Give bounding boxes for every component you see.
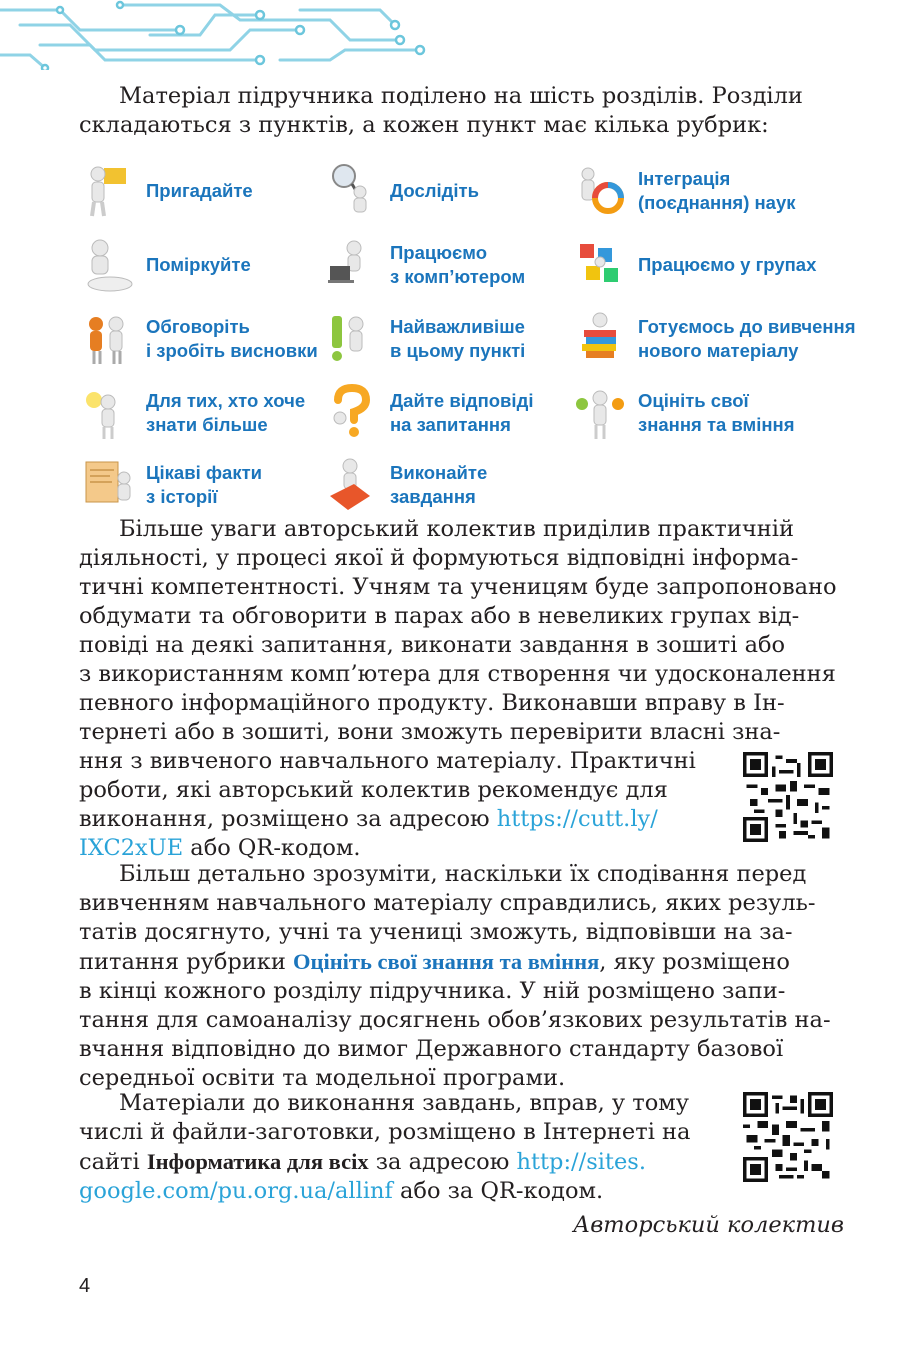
qr-code-materials[interactable]: [743, 1092, 833, 1182]
rubric-prepare: [572, 310, 856, 368]
group-puzzle-icon: [572, 236, 628, 294]
rubric-discuss: [80, 310, 318, 368]
page-number: 4: [79, 1275, 91, 1297]
question-figure-icon: [324, 384, 380, 442]
para3-pre-bold: сайті: [79, 1149, 147, 1175]
smileys-figure-icon: [572, 384, 628, 442]
intro-line-1: Матеріал підручника поділено на шість розділів. Розділи: [119, 83, 803, 109]
author-signature: Авторський колектив: [573, 1212, 844, 1238]
para2-line-bold: [79, 947, 844, 977]
rubric-label: Дослідіть: [390, 180, 479, 201]
rubrics-legend: [80, 160, 860, 515]
rubric-label: Інтеграція (поєднання) наук: [638, 168, 796, 213]
para1-line: діяльності, у процесі якої й формуються відповідні інформа-: [79, 545, 799, 571]
rubric-label: Для тих, хто хоче знати більше: [146, 390, 306, 435]
para2-line: в кінці кожного розділу підручника. У ній розміщено запи-: [79, 978, 786, 1004]
para1-tail: або QR-кодом.: [183, 835, 361, 861]
para1-line-tail: [79, 834, 707, 863]
rubric-label: Готуємось до вивчення нового матеріалу: [638, 316, 856, 361]
rubric-think: [80, 236, 251, 294]
assessment-paragraph: [79, 860, 844, 1093]
rubric-history: [80, 456, 262, 514]
rubric-label: Поміркуйте: [146, 254, 251, 275]
rubric-integration: [572, 162, 796, 220]
para1-line: виконання, розміщено за адресою: [79, 806, 497, 832]
rubric-computer: [324, 236, 525, 294]
lightbulb-figure-icon: [80, 384, 136, 442]
para1-line: роботи, які авторський колектив рекомендує для: [79, 777, 668, 803]
materials-paragraph: [79, 1089, 707, 1206]
practice-paragraph: [79, 515, 844, 863]
para1-line: повіді на деякі запитання, виконати завдання в зошиті або: [79, 632, 786, 658]
para3-line: числі й файли-заготовки, розміщено в Інтернеті на: [79, 1119, 691, 1145]
site-name: Інформатика для всіх: [146, 1149, 369, 1174]
para1-line: обдумати та обговорити в парах або в невеликих групах від-: [79, 603, 800, 629]
para3-line: Матеріали до виконання завдань, вправ, у тому: [119, 1090, 689, 1116]
practice-link-part-1[interactable]: https://cutt.ly/: [496, 806, 658, 832]
para1-line: Більше уваги авторський колектив приділив практичній: [119, 516, 794, 542]
para1-line: певного інформаційного продукту. Виконавши вправу в Ін-: [79, 690, 785, 716]
para3-mid: за адресою: [368, 1149, 517, 1175]
rubric-label: Виконайте завдання: [390, 462, 488, 507]
rubric-assess: [572, 384, 795, 442]
rubric-task: [324, 456, 487, 514]
rubric-explore: [324, 162, 479, 220]
book-figure-icon: [80, 162, 136, 220]
history-scroll-icon: [80, 456, 136, 514]
laptop-figure-icon: [324, 236, 380, 294]
para1-line-link: [79, 805, 707, 834]
rubric-label: Цікаві факти з історії: [146, 462, 263, 507]
para3-line-tail: [79, 1177, 707, 1206]
circuit-decoration: [0, 0, 430, 70]
para1-line: з використанням комп’ютера для створення чи удосконалення: [79, 661, 836, 687]
para2-line: тання для самоаналізу досягнень обов’язкових результатів на-: [79, 1007, 831, 1033]
exclamation-figure-icon: [324, 310, 380, 368]
para2-post-bold: , яку розміщено: [599, 949, 790, 975]
intro-line-2: складаються з пунктів, а кожен пункт має кілька рубрик:: [79, 112, 769, 138]
para1-line: тичні компетентності. Учням та ученицям буде запропоновано: [79, 574, 837, 600]
task-figure-icon: [324, 456, 380, 514]
puzzle-ring-icon: [572, 162, 628, 220]
rubric-questions: [324, 384, 533, 442]
assess-rubric-name: Оцініть свої знання та вміння: [293, 949, 600, 974]
qr-code-practice[interactable]: [743, 752, 833, 842]
rubric-groups: [572, 236, 816, 294]
para2-line: Більш детально зрозуміти, наскільки їх сподівання перед: [119, 861, 807, 887]
rubric-label: Пригадайте: [146, 180, 253, 201]
sites-link-part-1[interactable]: http://sites.: [516, 1149, 646, 1175]
para2-line: татів досягнуто, учні та учениці зможуть, відповівши на за-: [79, 919, 793, 945]
rubric-more: [80, 384, 305, 442]
rubric-important: [324, 310, 525, 368]
intro-paragraph: [79, 82, 844, 140]
sites-link-part-2[interactable]: google.com/pu.org.ua/allinf: [79, 1178, 393, 1204]
para1-line: тернеті або в зошиті, вони зможуть перевірити власні зна-: [79, 719, 781, 745]
rubric-label: Найважливіше в цьому пункті: [390, 316, 526, 361]
rubric-label: Працюємо з комп’ютером: [390, 242, 526, 287]
practice-link-part-2[interactable]: IXC2xUE: [79, 835, 184, 861]
para2-pre-bold: питання рубрики: [79, 949, 293, 975]
books-stack-icon: [572, 310, 628, 368]
rubric-label: Дайте відповіді на запитання: [390, 390, 534, 435]
para2-line: вчання відповідно до вимог Державного стандарту базової: [79, 1036, 784, 1062]
rubric-remember: [80, 162, 253, 220]
para2-line: вивченням навчального матеріалу справдились, яких резуль-: [79, 890, 816, 916]
para3-tail: або за QR-кодом.: [392, 1178, 604, 1204]
para2-line: середньої освіти та модельної програми.: [79, 1065, 566, 1091]
rubric-label: Працюємо у групах: [638, 254, 817, 275]
rubric-label: Оцініть свої знання та вміння: [638, 390, 795, 435]
magnifier-figure-icon: [324, 162, 380, 220]
discuss-figures-icon: [80, 310, 136, 368]
rubric-label: Обговоріть і зробіть висновки: [146, 316, 318, 361]
para1-line: ння з вивченого навчального матеріалу. Практичні: [79, 748, 696, 774]
para3-line-site: [79, 1147, 707, 1177]
thinking-figure-icon: [80, 236, 136, 294]
